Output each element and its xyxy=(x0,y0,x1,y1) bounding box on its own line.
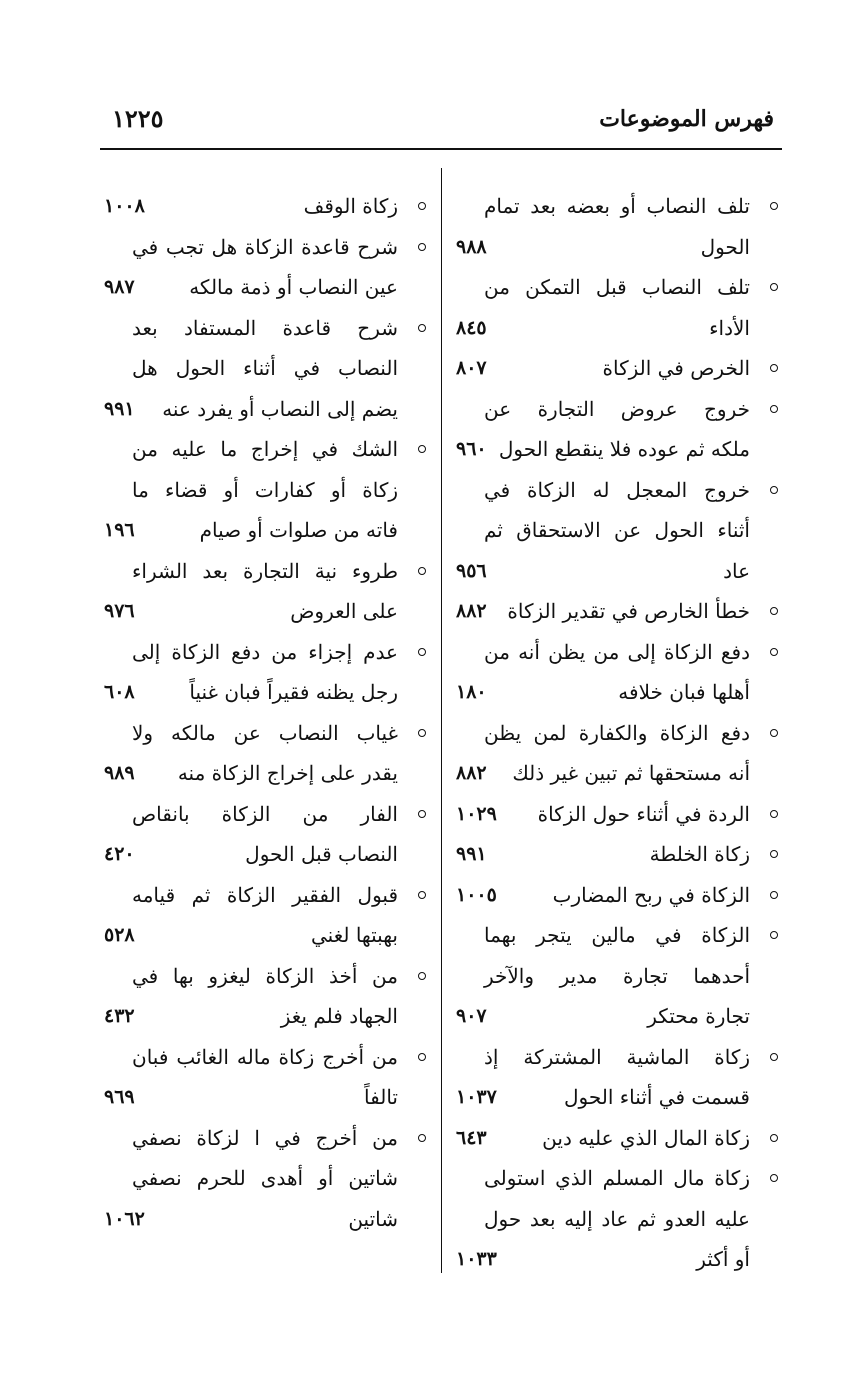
entry-text-line: من أخذ الزكاة ليغزو بها في xyxy=(132,963,398,988)
entry-text-line: النصاب قبل الحول ٤٢٠ xyxy=(100,834,398,875)
index-entry xyxy=(452,591,782,632)
bullet-circle-icon xyxy=(418,1053,426,1061)
entry-page-number: ٤٢٠ xyxy=(104,843,135,865)
entry-text-line: فاته من صلوات أو صيام ١٩٦ xyxy=(100,510,398,551)
entry-text-line: قسمت في أثناء الحول ١٠٣٧ xyxy=(452,1077,750,1118)
index-entry xyxy=(100,875,430,956)
bullet-circle-icon xyxy=(770,283,778,291)
entry-page-number: ١٩٦ xyxy=(104,519,135,541)
entry-text-line: زكاة الماشية المشتركة إذ xyxy=(484,1044,750,1069)
bullet-circle-icon xyxy=(770,364,778,372)
entry-text-line: شرح قاعدة الزكاة هل تجب في xyxy=(132,234,398,259)
bullet-circle-icon xyxy=(770,850,778,858)
entry-page-number: ٩٧٦ xyxy=(104,600,135,622)
bullet-circle-icon xyxy=(770,1053,778,1061)
entry-page-number: ٩٨٧ xyxy=(104,276,135,298)
entry-page-number: ٩٠٧ xyxy=(456,1005,487,1027)
entry-text-line: يضم إلى النصاب أو يفرد عنه ٩٩١ xyxy=(100,389,398,430)
entry-text-line: تالفاً ٩٦٩ xyxy=(100,1077,398,1118)
index-entry xyxy=(100,1037,430,1118)
bullet-circle-icon xyxy=(770,202,778,210)
bullet-circle-icon xyxy=(770,729,778,737)
bullet-circle-icon xyxy=(770,810,778,818)
entry-page-number: ٨٠٧ xyxy=(456,357,487,379)
entry-page-number: ٦٠٨ xyxy=(104,681,135,703)
entry-page-number: ٦٤٣ xyxy=(456,1126,487,1149)
entry-text-line: زكاة الوقف ١٠٠٨ xyxy=(100,186,398,227)
page-title: فهرس الموضوعات xyxy=(599,106,774,132)
entry-text-line: أحدهما تجارة مدير والآخر xyxy=(484,963,750,988)
bullet-circle-icon xyxy=(770,1134,778,1142)
entry-text-line: الزكاة في ربح المضارب ١٠٠٥ xyxy=(452,875,750,916)
bullet-circle-icon xyxy=(770,931,778,939)
entry-text-line: يقدر على إخراج الزكاة منه ٩٨٩ xyxy=(100,753,398,794)
index-entry xyxy=(452,1118,782,1159)
entry-text-line: رجل يظنه فقيراً فبان غنياً ٦٠٨ xyxy=(100,672,398,713)
entry-text-line: الخرص في الزكاة ٨٠٧ xyxy=(452,348,750,389)
entry-text-line: ملكه ثم عوده فلا ينقطع الحول ٩٦٠ xyxy=(452,429,750,470)
bullet-circle-icon xyxy=(418,202,426,210)
entry-page-number: ٥٢٨ xyxy=(104,924,135,946)
entry-page-number: ٤٣٢ xyxy=(104,1005,135,1027)
index-entry xyxy=(452,794,782,835)
bullet-circle-icon xyxy=(418,324,426,332)
entry-page-number: ٩٦٩ xyxy=(104,1086,135,1108)
entry-text-line: طروء نية التجارة بعد الشراء xyxy=(132,558,398,583)
index-entry xyxy=(452,632,782,713)
index-entry xyxy=(452,470,782,592)
page-header xyxy=(100,100,782,150)
page-number: ١٢٢٥ xyxy=(112,104,164,133)
index-entry xyxy=(452,186,782,267)
bullet-circle-icon xyxy=(418,729,426,737)
entry-text-line: من أخرج زكاة ماله الغائب فبان xyxy=(132,1044,398,1069)
bullet-circle-icon xyxy=(418,1134,426,1142)
entry-text-line: قبول الفقير الزكاة ثم قيامه xyxy=(132,882,398,907)
index-column-left xyxy=(100,186,430,1286)
index-entry xyxy=(100,713,430,794)
bullet-circle-icon xyxy=(770,648,778,656)
index-entry xyxy=(452,1158,782,1280)
index-entry xyxy=(452,875,782,916)
entry-text-line: الأداء ٨٤٥ xyxy=(452,308,750,349)
entry-page-number: ١٠٠٨ xyxy=(104,195,145,217)
entry-page-number: ٩٦٠ xyxy=(456,438,487,460)
entry-text-line: أنه مستحقها ثم تبين غير ذلك ٨٨٢ xyxy=(452,753,750,794)
entry-text-line: شاتين ١٠٦٢ xyxy=(100,1199,398,1240)
entry-page-number: ٩٩١ xyxy=(104,397,135,420)
entry-text-line: تلف النصاب أو بعضه بعد تمام xyxy=(484,194,750,218)
entry-text-line: دفع الزكاة إلى من يظن أنه من xyxy=(484,639,750,664)
entry-text-line: خروج المعجل له الزكاة في xyxy=(484,477,750,502)
entry-page-number: ١٠٢٩ xyxy=(456,802,497,825)
entry-text-line: الشك في إخراج ما عليه من xyxy=(132,437,398,461)
bullet-circle-icon xyxy=(418,810,426,818)
entry-text-line: الفار من الزكاة بانقاص xyxy=(132,801,398,826)
entry-text-line: أثناء الحول عن الاستحقاق ثم xyxy=(484,518,750,542)
index-entry xyxy=(452,713,782,794)
index-entry xyxy=(452,834,782,875)
entry-text-line: الحول ٩٨٨ xyxy=(452,227,750,268)
entry-text-line: أو أكثر ١٠٣٣ xyxy=(452,1239,750,1280)
index-entry xyxy=(452,389,782,470)
entry-page-number: ١٠٣٣ xyxy=(456,1248,497,1270)
index-entry xyxy=(100,956,430,1037)
bullet-circle-icon xyxy=(770,1174,778,1182)
entry-text-line: أهلها فبان خلافه ١٨٠ xyxy=(452,672,750,713)
index-entry xyxy=(100,551,430,632)
entry-text-line: تجارة محتكر ٩٠٧ xyxy=(452,996,750,1037)
entry-text-line: عدم إجزاء من دفع الزكاة إلى xyxy=(132,639,398,664)
entry-text-line: على العروض ٩٧٦ xyxy=(100,591,398,632)
entry-text-line: عين النصاب أو ذمة مالكه ٩٨٧ xyxy=(100,267,398,308)
entry-text-line: زكاة أو كفارات أو قضاء ما xyxy=(132,477,398,502)
entry-page-number: ٨٨٢ xyxy=(456,600,487,622)
index-entry xyxy=(100,186,430,227)
entry-page-number: ٩٨٩ xyxy=(104,762,135,784)
entry-text-line: تلف النصاب قبل التمكن من xyxy=(484,275,750,299)
bullet-circle-icon xyxy=(418,243,426,251)
index-entry xyxy=(100,429,430,551)
column-divider xyxy=(441,168,442,1273)
entry-text-line: زكاة مال المسلم الذي استولى xyxy=(484,1166,750,1190)
entry-text-line: خروج عروض التجارة عن xyxy=(484,396,750,421)
bullet-circle-icon xyxy=(418,567,426,575)
index-entry xyxy=(100,308,430,430)
entry-text-line: الردة في أثناء حول الزكاة ١٠٢٩ xyxy=(452,794,750,835)
entry-page-number: ١٠٣٧ xyxy=(456,1086,497,1108)
entry-text-line: شاتين أو أهدى للحرم نصفي xyxy=(132,1166,398,1190)
entry-page-number: ١٠٠٥ xyxy=(456,883,497,906)
index-entry xyxy=(452,1037,782,1118)
entry-page-number: ١٠٦٢ xyxy=(104,1207,145,1230)
bullet-circle-icon xyxy=(770,405,778,413)
index-entry xyxy=(100,1118,430,1240)
entry-text-line: زكاة الخلطة ٩٩١ xyxy=(452,834,750,875)
entry-page-number: ٨٤٥ xyxy=(456,316,487,339)
entry-page-number: ١٨٠ xyxy=(456,681,487,703)
index-column-right xyxy=(452,186,782,1286)
bullet-circle-icon xyxy=(418,891,426,899)
entry-text-line: عاد ٩٥٦ xyxy=(452,551,750,592)
entry-text-line: من أخرج في ا لزكاة نصفي xyxy=(132,1125,398,1150)
entry-text-line: الزكاة في مالين يتجر بهما xyxy=(484,923,750,947)
entry-text-line: عليه العدو ثم عاد إليه بعد حول xyxy=(484,1206,750,1231)
entry-text-line: الجهاد فلم يغز ٤٣٢ xyxy=(100,996,398,1037)
entry-text-line: شرح قاعدة المستفاد بعد xyxy=(132,315,398,340)
entry-text-line: دفع الزكاة والكفارة لمن يظن xyxy=(484,720,750,745)
index-entry xyxy=(100,794,430,875)
entry-text-line: زكاة المال الذي عليه دين ٦٤٣ xyxy=(452,1118,750,1159)
entry-page-number: ٩٨٨ xyxy=(456,235,487,258)
bullet-circle-icon xyxy=(770,891,778,899)
entry-page-number: ٩٩١ xyxy=(456,843,487,865)
entry-text-line: غياب النصاب عن مالكه ولا xyxy=(132,720,398,745)
entry-page-number: ٨٨٢ xyxy=(456,762,487,784)
entry-text-line: بهبتها لغني ٥٢٨ xyxy=(100,915,398,956)
index-entry xyxy=(452,915,782,1037)
bullet-circle-icon xyxy=(770,607,778,615)
entry-text-line: النصاب في أثناء الحول هل xyxy=(132,356,398,380)
entry-text-line: خطأ الخارص في تقدير الزكاة ٨٨٢ xyxy=(452,591,750,632)
index-entry xyxy=(100,632,430,713)
index-entry xyxy=(100,227,430,308)
bullet-circle-icon xyxy=(770,486,778,494)
bullet-circle-icon xyxy=(418,648,426,656)
bullet-circle-icon xyxy=(418,445,426,453)
index-entry xyxy=(452,267,782,348)
entry-page-number: ٩٥٦ xyxy=(456,559,487,582)
index-entry xyxy=(452,348,782,389)
bullet-circle-icon xyxy=(418,972,426,980)
